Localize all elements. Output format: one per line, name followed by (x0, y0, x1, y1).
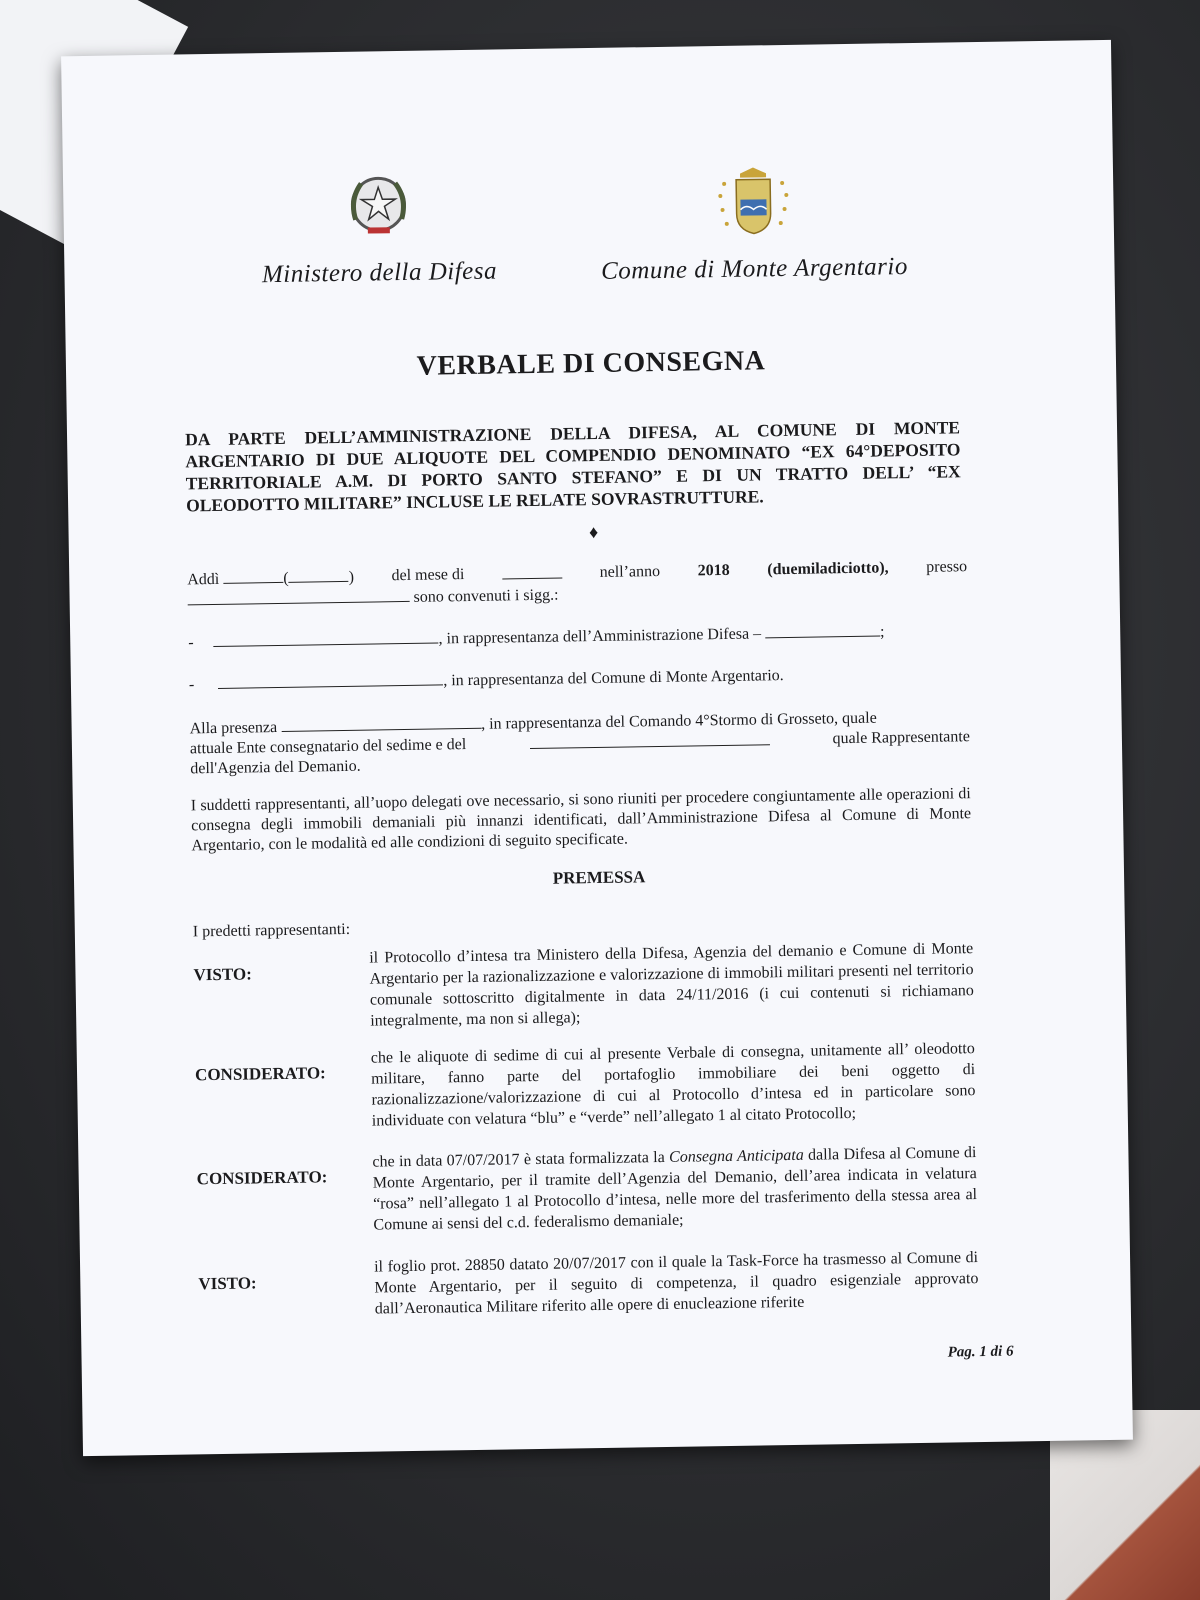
ministry-caption: Ministero della Difesa (261, 257, 498, 289)
presence-e: dell'Agenzia del Demanio. (190, 757, 361, 778)
document-page (61, 40, 1133, 1456)
anno-text: nell’anno (599, 562, 661, 581)
intro-paragraph: I suddetti rappresentanti, all’uopo delegati ove necessario, si sono riuniti per procedere congiuntamente alle operazioni di consegna degli immobili demaniali più innanzi identificati, dall’Amministrazione Difesa al Comune di Monte Argentario, con le modalità ed alle condizioni di seguito specificate. (190, 785, 972, 855)
separator-diamond: ♦ (588, 521, 599, 543)
item-text-emphasis: Consegna Anticipata (668, 1146, 804, 1166)
ministry-logo-block (228, 169, 530, 290)
comune-caption: Comune di Monte Argentario (600, 253, 909, 285)
rep-comune-text: , in rappresentanza del Comune di Monte Argentario. (443, 667, 784, 690)
list-item (195, 1038, 976, 1134)
document-title: VERBALE DI CONSEGNA (416, 345, 766, 382)
date-paragraph (187, 557, 968, 611)
presence-d: quale Rappresentante (832, 728, 970, 748)
blank-rep-difesa-role (765, 622, 880, 639)
item-text (372, 1142, 977, 1235)
presence-paragraph (189, 706, 970, 779)
italian-republic-emblem-icon (345, 171, 412, 242)
rep-difesa-text: , in rappresentanza dell’Amministrazione Difesa – (438, 625, 762, 648)
year-value: 2018 (697, 561, 730, 580)
blank-agenzia (529, 730, 769, 749)
item-text: che le aliquote di sedime di cui al presente Verbale di consegna, unitamente all’ oleodotto militare, fanno parte del portafoglio immobiliare dei beni oggetto di razionalizzazione/valorizzazione di cui al Protocollo d’intesa ed in particolare sono individuate con velatura “blu” e “verde” nell’allegato 1 al citato Protocollo; (370, 1040, 976, 1130)
header-logos (63, 160, 1115, 336)
blank-month (502, 564, 562, 580)
blank-presence (281, 714, 481, 732)
blank-rep-comune (218, 670, 443, 689)
item-text-b: dalla Difesa al Comune di Monte Argentario, per il tramite dell’Agenzia del Demanio, dell’area indicata in velatura “rosa” nell’allegato 1 al Protocollo d’intesa, nelle more del trasferimento della stessa area al Comune ai sensi del c.d. federalismo demaniale; (372, 1144, 978, 1234)
convenuti-text: sono convenuti i sigg.: (413, 586, 559, 606)
item-label: CONSIDERATO: (194, 1063, 326, 1085)
blank-day (223, 568, 283, 584)
presence-c: attuale Ente consegnatario del sedime e del (189, 736, 467, 758)
item-label: VISTO: (198, 1273, 257, 1294)
item-text: il foglio prot. 28850 datato 20/07/2017 con il quale la Task-Force ha trasmesso al Comune di Monte Argentario, per il seguito di competenza, il quadro esigenziale approvato dall’Aeronautica Militare riferito alle opere di enucleazione riferite (373, 1249, 979, 1318)
presence-a: Alla presenza (189, 719, 278, 738)
item-text: il Protocollo d’intesa tra Ministero della Difesa, Agenzia del demanio e Comune di Monte Argentario per la razionalizzazione e valorizzazione di immobili militari presenti nel territorio comunale sottoscritto digitalmente in data 24/11/2016 (i cui contenuti si richiamano integralmente, ma non si allega); (369, 940, 974, 1030)
page-number: Pag. 1 di 6 (947, 1343, 1014, 1361)
section-title-premessa: PREMESSA (552, 867, 646, 888)
mese-text: del mese di (391, 566, 465, 585)
blank-rep-difesa (213, 628, 438, 647)
comune-logo-block (563, 162, 945, 286)
list-item (193, 938, 974, 1034)
list-item (196, 1142, 977, 1238)
representative-comune-line: - , in rappresentanza del Comune di Monte Argentario. (188, 667, 784, 694)
comune-crest-icon (708, 165, 799, 238)
presso-text: presso (926, 558, 968, 576)
addi-text: Addì ( ) (187, 568, 355, 589)
blank-day-words (288, 567, 348, 583)
year-words: (duemiladiciotto), (767, 559, 889, 579)
blank-location (187, 587, 409, 605)
item-label: VISTO: (193, 964, 252, 985)
predetti-text: I predetti rappresentanti: (192, 920, 351, 941)
item-text-a: che in data 07/07/2017 è stata formalizzata la (372, 1148, 665, 1171)
item-label: CONSIDERATO: (196, 1167, 328, 1189)
representative-difesa-line: - , in rappresentanza dell’Amministrazione Difesa – ; (188, 623, 885, 652)
list-item (198, 1247, 979, 1322)
presence-b: , in rappresentanza del Comando 4°Stormo di Grosseto, quale (480, 709, 877, 733)
document-subtitle: DA PARTE DELL’AMMINISTRAZIONE DELLA DIFESA, AL COMUNE DI MONTE ARGENTARIO DI DUE ALIQUOTE DEL COMPENDIO DENOMINATO “EX 64°DEPOSITO TERRITORIALE A.M. DI PORTO SANTO STEFANO” E DI UN TRATTO DELL’ “EX OLEODOTTO MILITARE” INCLUSE LE RELATE SOVRASTRUTTURE. (184, 417, 961, 516)
